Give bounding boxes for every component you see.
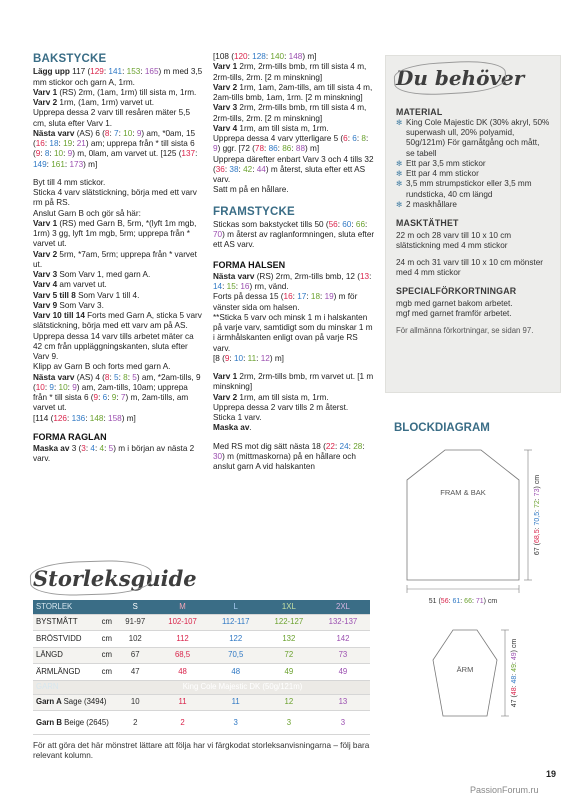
change-needles-para: Byt till 4 mm stickor. [33,177,106,187]
size-value: 112 [156,631,210,648]
size-row [33,647,370,664]
size-row [33,614,370,631]
bind-off: Maska av. [213,423,252,433]
sleeve-label: ÄRM [456,665,474,674]
size-value: 48 [210,664,262,681]
raglan-title: FORMA RAGLAN [33,431,107,442]
size-guide-title: Storleksguide [33,566,197,591]
body-outline [407,450,519,580]
block-diagram [385,440,565,730]
pattern-row4: Varv 4 am varvet ut. [33,280,107,290]
neck-title: FORMA HALSEN [213,259,286,270]
yarn-value: 12 [262,694,316,711]
yarn-name: King Cole Majestic DK (50g/121m) [115,680,370,694]
size-value: 48 [156,664,210,681]
yarn-header-row [33,680,370,694]
repeat-14-para: Upprepa dessa 14 varv tills arbetet mäter ca 42 cm från uppläggningskanten, sluta efter Varv 9. [33,331,194,362]
material-item: ✻ Ett par 4 mm stickor [396,169,550,179]
yarn-value: 3 [316,711,370,735]
size-row [33,664,370,681]
raglan-para: Maska av 3 (3: 4: 4: 5) m i början av nästa 2 varv. [33,444,195,464]
size-value: 73 [316,647,370,664]
cast-on-para: Lägg upp 117 (129: 141: 153: 165) m med 3,5 mm stickor och garn A, 1rm. [33,67,203,87]
size-header-cell: S [115,600,156,614]
holder-para: Satt m på en hållare. [213,185,289,195]
size-row-unit: cm [93,664,115,681]
size-header-row [33,600,370,614]
size-value: 68,5 [156,647,210,664]
pattern-row3: Varv 3 Som Varv 1, med garn A. [33,270,151,280]
size-header-label: STORLEK [33,600,115,614]
tension-heading: MASKTÄTHET [396,218,459,229]
body-width-label: 51 (56: 61: 66: 71) cm [428,598,498,605]
size-row-unit: cm [93,614,115,631]
abbr-mgb: mgb med garnet bakom arbetet. [396,299,513,309]
size-value: 47 [115,664,156,681]
neck-count: [8 (9: 10: 11: 12) m] [213,353,284,363]
material-heading: MATERIAL [396,107,443,117]
neck-row: Nästa varv (RS) 2rm, 2rm-tills bmb, 12 (13: 14: 15: 16) rm, vänd. [213,271,372,292]
materials-box [385,55,561,393]
pattern-row1: Varv 1 (RS) med Garn B, 5rm, *(lyft 1m mgb, 1rm) 3 gg, lyft 1m mgb, 5rm; upprepa från * varvet ut. [33,218,197,249]
size-header-cell: 1XL [262,600,316,614]
raglan-row2: Varv 2 1rm, 1am, 2am-tills, am till sista 4 m, 2am-tills bmb, 1am, 1rm. [2 m minskning] [213,82,373,102]
yarn-value: 2 [115,711,156,735]
size-header-cell: M [156,600,210,614]
material-item: ✻ 2 maskhållare [396,200,550,210]
cut-yarn-para: Klipp av Garn B och forts med garn A. [33,362,171,372]
yarn-value: 10 [115,694,156,711]
yarn-row-label: Garn A Sage (3494) [33,694,115,711]
pattern-row9: Varv 9 Som Varv 3. [33,300,104,310]
raglan-repeat: Upprepa dessa 4 varv ytterligare 5 (6: 6: 8: 9) ggr. [72 (78: 86: 86: 88) m] [213,134,369,154]
yarn-value: 11 [210,694,262,711]
size-value: 70,5 [210,647,262,664]
size-header-cell: 2XL [316,600,370,614]
size-table [33,600,370,735]
yarn-value: 13 [316,694,370,711]
size-value: 112-117 [210,614,262,631]
size-value: 102-107 [156,614,210,631]
stockinette-para: Sticka 4 varv slätstickning, börja med ett varv rm på RS. [33,188,197,208]
size-row-unit: cm [93,631,115,648]
material-item: ✻ King Cole Majestic DK (30% akryl, 50% superwash ull, 20% polyamid, 50g/121m) För garnåtgång och mått, se tabell [396,118,550,159]
size-footnote: För att göra det här mönstret lättare att följa har vi färgkodat storleksanvisningarna – följ bara relevant kolumn. [33,741,370,761]
size-value: 122-127 [262,614,316,631]
body-label: FRAM & BAK [440,488,486,497]
size-header-cell: L [210,600,262,614]
stitch-count-para-2: [108 (120: 128: 140: 148) m] [213,52,317,61]
yarn-value: 3 [262,711,316,735]
material-item: ✻ Ett par 3,5 mm stickor [396,159,550,169]
size-value: 72 [262,647,316,664]
size-row [33,631,370,648]
size-row-label: ÄRMLÄNGD [33,664,93,681]
next-row-para-2: Nästa varv (AS) 4 (8: 5: 8: 5) am, *2am-tills, 9 (10: 9: 10: 9) am, 2am-tills, 10am; upprepa från * till sista 6 (9: 6: 9: 7) m, 2am-tills, am varvet ut. [33,372,201,413]
abbr-mgf: mgf med garnet framför arbetet. [396,309,512,319]
size-value: 122 [210,631,262,648]
size-value: 132-137 [316,614,370,631]
pattern-row5-8: Varv 5 till 8 Som Varv 1 till 4. [33,290,140,300]
sleeve-length-label: 47 (48: 48: 49: 49) cm [511,638,518,708]
size-value: 67 [115,647,156,664]
neck-row2: Varv 2 1rm, am till sista m, 1rm. [213,392,329,402]
block-diagram-title: BLOCKDIAGRAM [394,422,490,434]
raglan-row4: Varv 4 1rm, am till sista m, 1rm. [213,123,329,133]
raglan-repeat-2: Upprepa därefter enbart Varv 3 och 4 tills 32 (36: 38: 42: 44) m återst, sluta efter ett AS varv. [213,154,374,184]
yarn-row [33,711,370,735]
raglan-row1: Varv 1 2rm, 2rm-tills bmb, rm till sista 4 m, 2rm-tills, 2rm. [2 m minskning] [213,62,367,82]
size-value: 102 [115,631,156,648]
repeat-para: Upprepa dessa 2 varv till resåren mäter 5,5 cm, sluta efter Varv 1. [33,108,191,128]
yarn-row [33,694,370,711]
size-value: 142 [316,631,370,648]
material-item: ✻ 3,5 mm strumpstickor eller 3,5 mm rundsticka, 40 cm längd [396,179,550,200]
site-watermark: PassionForum.ru [470,785,539,795]
size-value: 49 [262,664,316,681]
yarn-value: 2 [156,711,210,735]
raglan-row3: Varv 3 2rm, 2rm-tills bmb, rm till sista 4 m, 2rm-tills, 2rm. [2 m minskning] [213,103,367,123]
pattern-column-1 [33,52,203,465]
stitch-count-para: [114 (126: 136: 148: 158) m] [33,413,136,423]
yarn-row-label: Garn B Beige (2645) [33,711,115,735]
size-value: 91-97 [115,614,156,631]
center-stitches: Med RS mot dig sätt nästa 18 (22: 24: 28: 30) m (mittmaskorna) på en hållare och anslut garn A vid halskanten [213,441,365,472]
row2-para: Varv 2 1rm, (1am, 1rm) varvet ut. [33,98,155,108]
neck-repeat: Upprepa dessa 2 varv tills 2 m återst. [213,402,349,412]
size-row-label: LÄNGD [33,647,93,664]
materials-title: Du behöver [396,66,560,91]
yarn-label: GARN [33,680,115,694]
bakstycke-title: BAKSTYCKE [33,53,107,65]
yarn-value: 11 [156,694,210,711]
tension-2: 24 m och 31 varv till 10 x 10 cm mönster med 4 mm stickor [396,257,543,277]
front-para: Stickas som bakstycket tills 50 (56: 60: 66: 70) m återst av raglanformningen, sluta efter ett AS varv. [213,219,375,250]
neck-row1: Varv 1 2rm, 2rm-tills bmb, rm varvet ut. [1 m minskning] [213,372,374,392]
size-value: 132 [262,631,316,648]
pattern-row10-14: Varv 10 till 14 Forts med Garn A, sticka 5 varv slätstickning, börja med ett varv am på AS. [33,311,202,331]
next-row-para: Nästa varv (AS) 6 (8: 7: 10: 9) am, *0am, 15 (16: 18: 19: 21) am; upprepa från * till sista 6 (9: 8: 10: 9) m, 0lam, am varvet ut. [125 (137: 149: 161: 173) m] [33,128,198,169]
abbr-heading: SPECIALFÖRKORTNINGAR [396,286,517,297]
row1-para: Varv 1 (RS) 2rm, (1am, 1rm) till sista m, 1rm. [33,87,197,97]
pattern-column-2 [213,52,376,472]
body-height-label: 67 (68,5: 70,5: 72: 73) cm [534,474,541,556]
neck-left: Forts på dessa 15 (16: 17: 18: 19) m för vänster sida om halsen. [213,292,358,312]
page-number: 19 [546,769,557,779]
material-list [396,118,550,210]
size-row-label: BYSTMÅTT [33,614,93,631]
yarn-value: 3 [210,711,262,735]
size-row-unit: cm [93,647,115,664]
abbr-general: För allmänna förkortningar, se sidan 97. [396,325,534,335]
neck-decrease: **Sticka 5 varv och minsk 1 m i halskanten på varje varv, samtidigt som du minskar 1 m i ärmhålskanten enligt ovan på varje RS varv. [213,312,373,353]
size-value: 49 [316,664,370,681]
knit-one-row: Sticka 1 varv. [213,413,262,423]
tension-1: 22 m och 28 varv till 10 x 10 cm slätstickning med 4 mm stickor [396,231,512,251]
framstycke-title: FRAMSTYCKE [213,205,295,218]
join-yarn-b-para: Anslut Garn B och gör så här: [33,208,141,218]
pattern-row2: Varv 2 5rm, *7am, 5rm; upprepa från * varvet ut. [33,249,197,269]
size-row-label: BRÖSTVIDD [33,631,93,648]
